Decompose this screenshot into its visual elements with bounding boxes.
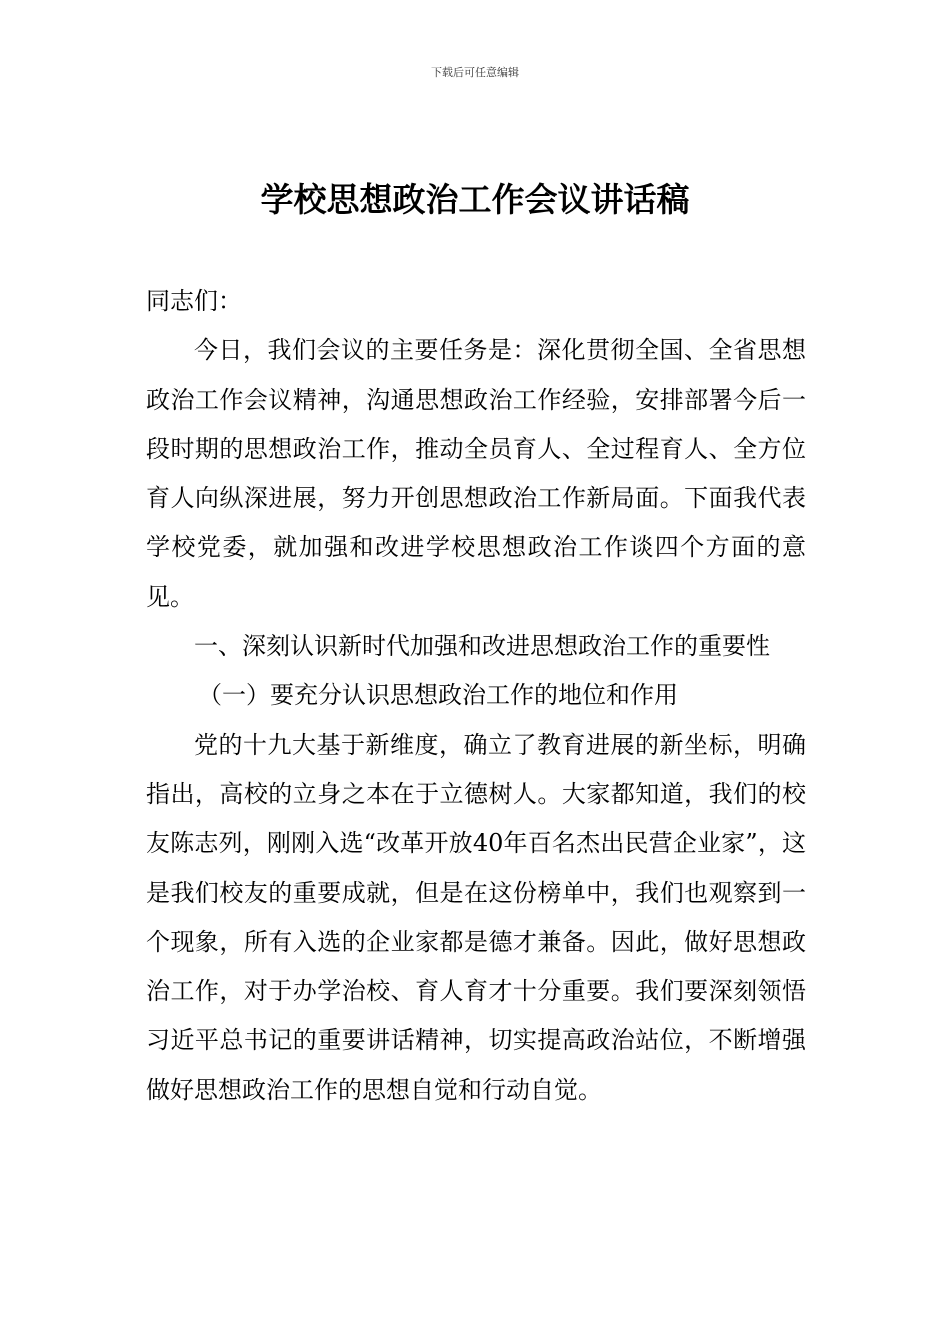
document-body	[146, 277, 806, 1115]
document-title: 学校思想政治工作会议讲话稿	[260, 180, 690, 219]
paragraph-intro: 今日，我们会议的主要任务是：深化贯彻全国、全省思想政治工作会议精神，沟通思想政治工作经验，安排部署今后一段时期的思想政治工作，推动全员育人、全过程育人、全方位育人向纵深进展，努力开创思想政治工作新局面。下面我代表学校党委，就加强和改进学校思想政治工作谈四个方面的意见。	[146, 336, 806, 611]
section-heading: 一、深刻认识新时代加强和改进思想政治工作的重要性	[194, 632, 770, 661]
page-header-note: 下载后可任意编辑	[431, 66, 519, 79]
paragraph-body: 党的十九大基于新维度，确立了教育进展的新坐标，明确指出，高校的立身之本在于立德树人。大家都知道，我们的校友陈志列，刚刚入选“改革开放40年百名杰出民营企业家”，这是我们校友的重要成就，但是在这份榜单中，我们也观察到一个现象，所有入选的企业家都是德才兼备。因此，做好思想政治工作，对于办学治校、育人育才十分重要。我们要深刻领悟习近平总书记的重要讲话精神，切实提高政治站位，不断增强做好思想政治工作的思想自觉和行动自觉。	[146, 730, 806, 1104]
subsection-heading: （一）要充分认识思想政治工作的地位和作用	[198, 681, 678, 710]
salutation: 同志们：	[146, 287, 242, 315]
